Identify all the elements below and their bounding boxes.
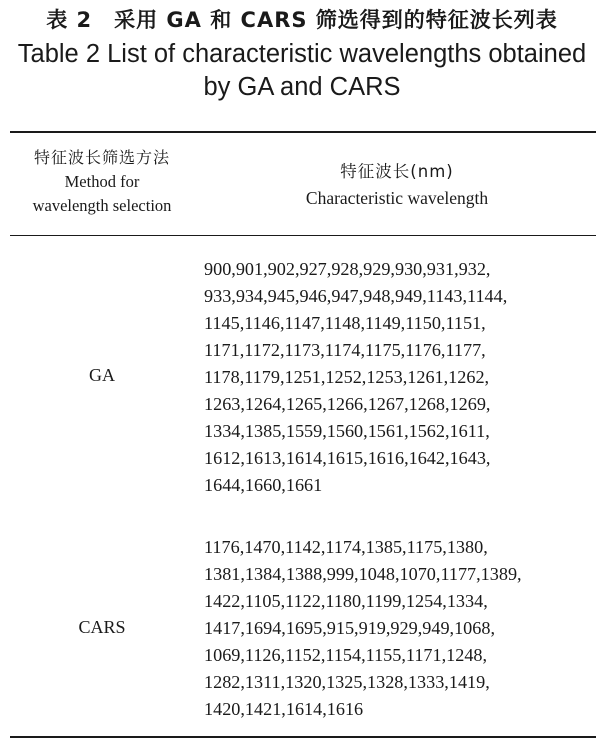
method-cell-cars: CARS [78, 617, 126, 637]
table-top-rule [10, 131, 596, 133]
wavelength-cell-cars [204, 534, 600, 723]
wavelength-line: 1422,1105,1122,1180,1199,1254,1334, [204, 591, 488, 611]
wavelength-line: 1171,1172,1173,1174,1175,1176,1177, [204, 340, 486, 360]
column-header-method-en-2: wavelength selection [32, 196, 172, 215]
column-header-method [10, 146, 194, 218]
wavelength-line: 1420,1421,1614,1616 [204, 699, 364, 719]
wavelength-line: 1178,1179,1251,1252,1253,1261,1262, [204, 367, 490, 387]
table-title-english [0, 38, 604, 104]
column-header-wavelength [194, 159, 600, 211]
table-title-english-line-2: by GA and CARS [203, 73, 401, 101]
wavelength-line: 1334,1385,1559,1560,1561,1562,1611, [204, 421, 490, 441]
column-header-wavelength-en: Characteristic wavelength [305, 188, 489, 208]
table-header-rule [10, 235, 596, 236]
wavelength-line: 1417,1694,1695,915,919,929,949,1068, [204, 618, 495, 638]
wavelength-line: 1381,1384,1388,999,1048,1070,1177,1389, [204, 564, 522, 584]
table-title-english-line-1: Table 2 List of characteristic wavelengths obtained [17, 40, 587, 68]
wavelength-line: 1282,1311,1320,1325,1328,1333,1419, [204, 672, 490, 692]
table-title-chinese: 表 2 采用 GA 和 CARS 筛选得到的特征波长列表 [46, 8, 558, 32]
wavelength-line: 1644,1660,1661 [204, 475, 323, 495]
wavelength-line: 900,901,902,927,928,929,930,931,932, [204, 259, 491, 279]
wavelength-cell-ga [204, 256, 600, 499]
column-header-method-en-1: Method for [64, 172, 140, 191]
column-header-wavelength-cn: 特征波长(nm) [340, 162, 454, 181]
table-bottom-rule [10, 736, 596, 738]
wavelength-line: 1612,1613,1614,1615,1616,1642,1643, [204, 448, 491, 468]
wavelength-line: 1145,1146,1147,1148,1149,1150,1151, [204, 313, 486, 333]
column-header-method-cn: 特征波长筛选方法 [33, 148, 170, 167]
wavelength-line: 933,934,945,946,947,948,949,1143,1144, [204, 286, 508, 306]
wavelength-line: 1263,1264,1265,1266,1267,1268,1269, [204, 394, 491, 414]
method-cell-ga: GA [89, 365, 115, 385]
wavelength-line: 1176,1470,1142,1174,1385,1175,1380, [204, 537, 488, 557]
wavelength-line: 1069,1126,1152,1154,1155,1171,1248, [204, 645, 488, 665]
